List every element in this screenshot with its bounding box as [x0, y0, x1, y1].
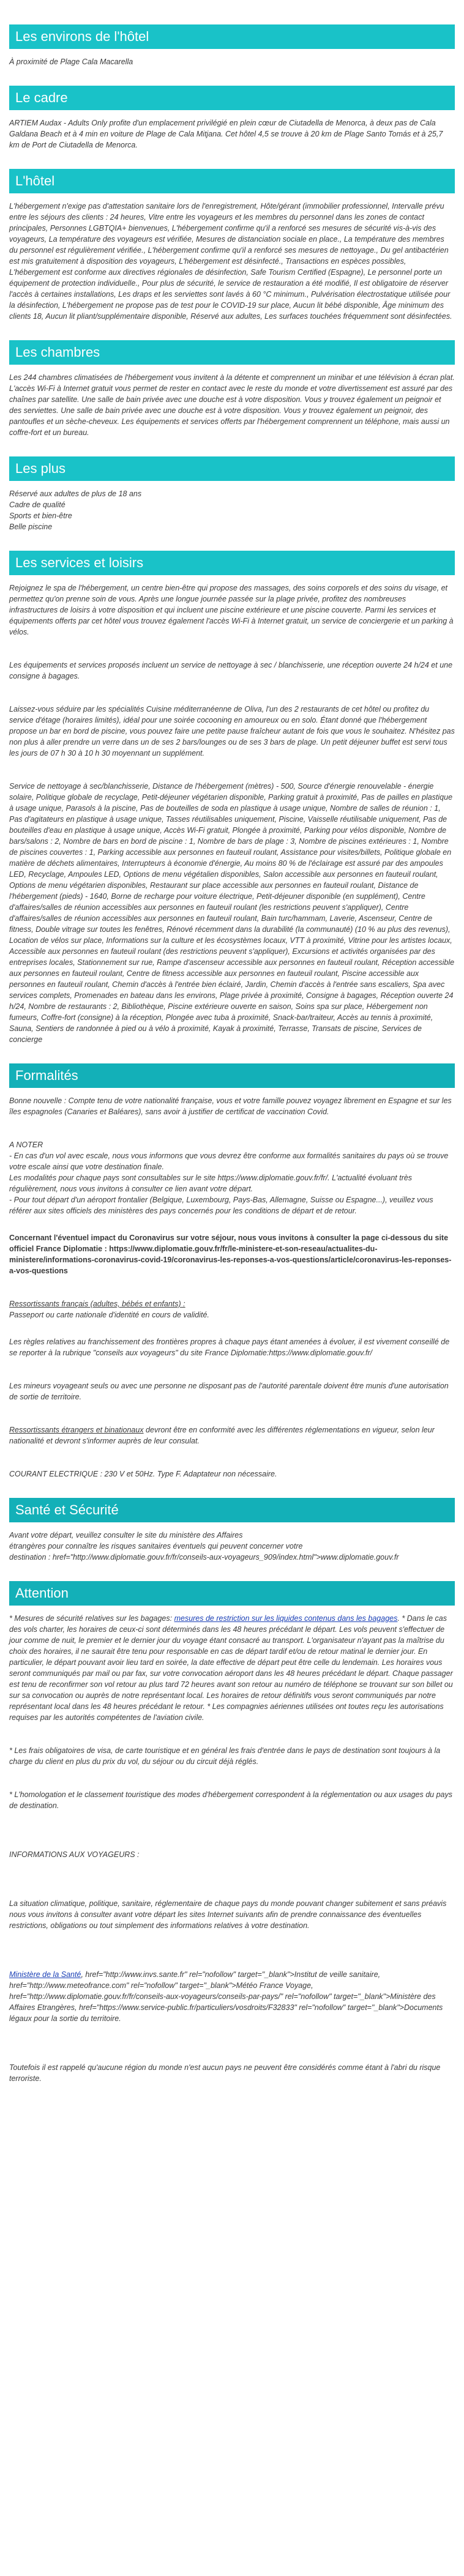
note-line: - En cas d'un vol avec escale, nous vous informons que vous devrez être conforme aux formalités sanitaires du pays où se trouve votre escale ainsi que votre destination finale. — [9, 1152, 449, 1171]
section-services — [9, 551, 455, 1045]
section-text: ARTIEM Audax - Adults Only profite d'un emplacement privilégié en plein cœur de Ciutadella de Menorca, à deux pas de Cala Galdana Beach et à 4 min en voiture de Plage de Cala Mitjana. Cet hôtel 4,5 se trouve à 20 km de Plage Santo Tomás et à 25,7 km de Port de Ciutadella de Menorca. — [9, 119, 443, 149]
text: . * Dans le cas des vols charter, les horaires de ceux-ci sont déterminés dans les 48 heures précédant le départ. Les vols peuvent s'effectuer de jour comme de nuit, le premier et le dernier jour du voyage étant consacré au transport. L'organisateur n'ayant pas la maîtrise du choix des horaires, il ne saurait être tenu pour responsable en cas de départ tardif et/ou de retour matinal le dernier jour. En particulier, le départ pouvant avoir lieu tard en soirée, la date effective de départ peut être celle du lendemain. Les horaires vous seront communiqués par mail ou par fax, sur votre convocation aéroport dans les 48 heures précédant le départ. Chaque passager est tenu de reconfirmer son vol retour au plus tard 72 heures avant son retour au numéro de téléphone se trouvant sur son billet ou sur sa convocation ou auprès de notre représentant local. Les horaires de retour définitifs vous seront communiqués par notre représentant local dans les 48 heures précédant le retour. * Les compagnies aériennes utilisées ont toutes reçu les autorisations requises par les autorités compétentes de l'aviation civile. — [9, 1614, 453, 1722]
liquids-restriction-link[interactable]: mesures de restriction sur les liquides contenus dans les bagages — [174, 1614, 398, 1623]
list-item: Belle piscine — [9, 523, 53, 531]
paragraph: Laissez-vous séduire par les spécialités Cuisine méditerranéenne de Oliva, l'un des 2 restaurants de cet hôtel ou profitez du service d'étage (horaires limités), idéal pour une soirée cocooning en amoureux ou en solo. Étant donné que l'hébergement propose un bar en bord de piscine, vous pouvez faire une petite pause fraîcheur autant de fois que vous le souhaitez. N'hésitez pas non plus à aller prendre un verre dans un de ses 2 bars/lounges ou de ses 3 bars de plage. Un petit déjeuner buffet est servi tous les jours de 07 h 30 à 10 h 30 moyennant un supplément. — [9, 705, 455, 758]
french-nationals — [9, 1298, 455, 1320]
paragraph: Passeport ou carte nationale d'identité en cours de validité. — [9, 1311, 209, 1319]
text: * Mesures de sécurité relatives sur les bagages: — [9, 1614, 174, 1623]
page — [0, 24, 464, 2115]
section-text: L'hébergement n'exige pas d'attestation sanitaire lors de l'enregistrement, Hôte/gérant (immobilier professionnel, Intervalle prévu entre les séjours des clients : 24 heures, Vitre entre les voyageurs et les membres du personnel dans les zones de contact principales, Personnes LGBTQIA+ bienvenues, L'hébergement confirme qu'il a renforcé ses mesures de sécurité vis-à-vis des voyageurs, La température des voyageurs est vérifiée, Mesures de distanciation sociale en place., La température des membres du personnel est régulièrement vérifiée., L'hébergement confirme qu'il a renforcé ses mesures de nettoyage., Du gel antibactérien est mis gratuitement à disposition des voyageurs, L'hébergement est désinfecté., Transactions en espèces possibles, L'hébergement est conforme aux directives régionales de désinfection, Safe Tourism Certified (Espagne), Le personnel porte un équipement de protection individuelle., Pour plus de sécurité, le service de restauration a été modifié, Il est obligatoire de réserver l'accès à certaines installations, Les draps et les serviettes sont lavés à 60 °C minimum., Pulvérisation électrostatique utilisée pour la désinfection, L'hébergement ne propose pas de test pour le COVID-19 sur place, Aucun lit bébé disponible, Âge minimum des clients 18, Aucun lit pliant/supplémentaire disponible, Réservé aux adultes, Les surfaces touchées fréquemment sont désinfectées. — [9, 202, 452, 321]
note-title: A NOTER — [9, 1141, 43, 1149]
paragraph — [9, 1613, 455, 1723]
plus-list — [9, 488, 455, 532]
section-title: L'hôtel — [9, 169, 455, 193]
section-title: Les plus — [9, 456, 455, 481]
info-title: INFORMATIONS AUX VOYAGEURS : — [9, 1850, 140, 1859]
section-title: Formalités — [9, 1063, 455, 1088]
paragraph: devront être en conformité avec les différentes réglementations en vigueur, selon leur nationalité et devront s'informer auprès de leur consulat. — [9, 1426, 435, 1445]
paragraph: Rejoignez le spa de l'hébergement, un centre bien-être qui propose des massages, des soins corporels et des soins du visage, et permettez qu'on prenne soin de vous. Après une longue journée passée sur la plage privée, profitez des nombreuses infrastructures de loisirs à votre disposition et qui incluent une piscine extérieure et une piscine couverte. Parmi les services et équipements offerts par cet hôtel vous trouvez également l'accès Wi-Fi à Internet gratuit, un service de conciergerie et un parking à vélos. — [9, 584, 454, 636]
section-title: Les services et loisirs — [9, 551, 455, 575]
note-block — [9, 1139, 455, 1216]
power-info: COURANT ELECTRIQUE : 230 V et 50Hz. Type F. Adaptateur non nécessaire. — [9, 1470, 277, 1478]
note-line: - Pour tout départ d'un aéroport frontalier (Belgique, Luxembourg, Pays-Bas, Allemagne, Suisse ou Espagne...), veuillez vous référer aux sites officiels des ministères des pays concernés pour les conditions de départ et de retour. — [9, 1196, 433, 1215]
text: , href="http://www.invs.sante.fr" rel="nofollow" target="_blank">Institut de veille sanitaire, href="http://www.meteofrance.com" rel="nofollow" target="_blank">Météo France Voyage, href="http://www.diplomatie.gouv.fr/fr/conseils-aux-voyageurs/conseils-par-pays/" rel="nofollow" target="_blank">Ministère des Affaires Etrangères, href="https://www.service-public.fr/particuliers/vosdroits/F32833" rel="nofollow" target="_blank">Documents légaux pour la sortie du territoire. — [9, 1970, 443, 2023]
paragraph: Bonne nouvelle : Compte tenu de votre nationalité française, vous et votre famille pouvez voyagez librement en Espagne et sur les îles espagnoles (Canaries et Baléares), sans avoir à justifier de certificat de vaccination Covid. — [9, 1096, 452, 1116]
line: Avant votre départ, veuillez consulter le site du ministère des Affaires — [9, 1531, 243, 1539]
subheading: Ressortissants étrangers et binationaux — [9, 1426, 144, 1434]
section-plus — [9, 456, 455, 532]
foreign-nationals — [9, 1424, 455, 1446]
paragraph: * Les frais obligatoires de visa, de carte touristique et en général les frais d'entrée dans le pays de destination sont toujours à la charge du client en plus du prix du vol, du séjour ou du circuit déjà réglés. — [9, 1746, 441, 1766]
section-environs — [9, 24, 455, 67]
section-text: Les 244 chambres climatisées de l'hébergement vous invitent à la détente et comprennent un minibar et une télévision à écran plat. L'accès Wi-Fi à Internet gratuit vous permet de rester en contact avec le reste du monde et votre divertissement est assuré par des chaînes par satellite. Une salle de bain privée avec une douche est à votre disposition. Vous y trouvez également un peignoir et des serviettes. Une salle de bain privée avec une douche est à votre disposition. Vous y trouvez également un peignoir, des pantoufles et un sèche-cheveux. Les équipements et services offerts par l'hébergement comprennent un téléphone, mais aussi un coffre-fort et un bureau. — [9, 373, 455, 437]
paragraph: Les équipements et services proposés incluent un service de nettoyage à sec / blanchisserie, une réception ouverte 24 h/24 et une consigne à bagages. — [9, 661, 453, 680]
paragraph: Toutefois il est rappelé qu'aucune région du monde n'est aucun pays ne peuvent être considérés comme étant à l'abri du risque terroriste. — [9, 2063, 441, 2083]
list-item: Cadre de qualité — [9, 501, 65, 509]
paragraph: Service de nettoyage à sec/blanchisserie, Distance de l'hébergement (mètres) - 500, Source d'énergie renouvelable - énergie solaire, Politique globale de recyclage, Petit-déjeuner végétarien disponible, Parking gratuit à proximité, Pas de pailles en plastique à usage unique, Parasols à la piscine, Pas de bouteilles de soda en plastique à usage unique, Nombre de salles de réunion : 1, Pas d'agitateurs en plastique à usage unique, Tasses réutilisables uniquement, Piscine, Vaisselle réutilisable uniquement, Pas de bouteilles d'eau en plastique à usage unique, Accès Wi-Fi gratuit, Plongée à proximité, Parking pour vélos disponible, Nombre de bars/salons : 2, Nombre de bars en bord de piscine : 1, Nombre de bars de plage : 3, Nombre de piscines extérieures : 1, Nombre de piscines couvertes : 1, Parking accessible aux personnes en fauteuil roulant, Assistance pour visites/billets, Politique globale en matière de déchets alimentaires, Interrupteurs à économie d'énergie, Au moins 80 % de l'éclairage est assuré par des ampoules LED, Recyclage, Ampoules LED, Options de menu végétalien disponibles, Salon accessible aux personnes en fauteuil roulant, Options de menu végétarien disponibles, Restaurant sur place accessible aux personnes en fauteuil roulant, Distance de l'hébergement (pieds) - 1640, Borne de recharge pour voiture électrique, Petit-déjeuner disponible (en supplément), Centre d'affaires/salles de réunion accessibles aux personnes en fauteuil roulant (les restrictions peuvent s'appliquer), Centre d'affaires/salles de réunion accessibles aux personnes en fauteuil roulant, Bain turc/hammam, Laverie, Ascenseur, Centre de fitness, Double vitrage sur toutes les fenêtres, Rénové récemment dans la durabilité (la communauté) (10 % au plus des revenus), Location de vélos sur place, Informations sur la culture et les écosystèmes locaux, VTT à proximité, Vitrine pour les artistes locaux, Accessible aux personnes en fauteuil roulant (des restrictions peuvent s'appliquer), Excursions et activités organisées par des entreprises locales, Stationnement sur rue, Rampe d'ascenseur accessible aux personnes en fauteuil roulant, Réception accessible aux personnes en fauteuil roulant, Centre de fitness accessible aux personnes en fauteuil roulant, Piscine accessible aux personnes en fauteuil roulant, Chemin d'accès à l'entrée bien éclairé, Jardin, Chemin d'accès à l'entrée sans escaliers, Spa avec services complets, Promenades en bateau dans les environs, Plage privée à proximité, Consigne à bagages, Réception ouverte 24 h/24, Nombre de restaurants : 2, Bibliothèque, Piscine extérieure ouverte en saison, Soins spa sur place, Hébergement non fumeurs, Coffre-fort (consigne) à la réception, Plongée avec tuba à proximité, Snack-bar/traiteur, Accès au tennis à proximité, Sauna, Sentiers de randonnée à pied ou à vélo à proximité, Kayak à proximité, Terrasse, Transats de piscine, Services de concierge — [9, 782, 455, 1044]
section-title: Santé et Sécurité — [9, 1498, 455, 1522]
sante-text — [9, 1530, 455, 1563]
note-line: Les modalités pour chaque pays sont consultables sur le site https://www.diplomatie.gouv.fr/fr/. L'actualité évoluant très régulièrement, nous vous invitons à consulter ce lien avant votre départ. — [9, 1174, 413, 1193]
section-text: À proximité de Plage Cala Macarella — [9, 58, 133, 66]
covid-notice: Concernant l'éventuel impact du Coronavirus sur votre séjour, nous vous invitons à consulter la page ci-dessous du site officiel France Diplomatie : https://www.diplomatie.gouv.fr/fr/le-ministere-et-son-reseau/actualites-du-ministere/informations-coronavirus-covid-19/coronavirus-les-reponses-a-vos-questions/article/coronavirus-les-reponses-a-vos-questions — [9, 1234, 452, 1275]
line: étrangères pour connaître les risques sanitaires éventuels qui peuvent concerner votre — [9, 1542, 303, 1550]
section-title: Les chambres — [9, 340, 455, 365]
subheading: Ressortissants français (adultes, bébés et enfants) : — [9, 1300, 185, 1308]
line: destination : href="http://www.diplomatie.gouv.fr/fr/conseils-aux-voyageurs_909/index.html">www.diplomatie.gouv.fr — [9, 1553, 399, 1562]
paragraph: Les mineurs voyageant seuls ou avec une personne ne disposant pas de l'autorité parentale doivent être munis d'une autorisation de sortie de territoire. — [9, 1382, 449, 1401]
sante-ministry-link[interactable]: Ministère de la Santé — [9, 1970, 81, 1979]
section-title: Les environs de l'hôtel — [9, 24, 455, 49]
paragraph: Les règles relatives au franchissement des frontières propres à chaque pays étant amenées à évoluer, il est vivement conseillé de se reporter à la rubrique "conseils aux voyageurs" du site France Diplomatie:https://www.diplomatie.gouv.fr/ — [9, 1338, 450, 1357]
paragraph: * L'homologation et le classement touristique des modes d'hébergement correspondent à la réglementation ou aux usages du pays de destination. — [9, 1790, 452, 1810]
paragraph — [9, 1969, 455, 2024]
paragraph: La situation climatique, politique, sanitaire, réglementaire de chaque pays du monde pouvant changer subitement et sans préavis nous vous invitons à consulter avant votre départ les sites Internet suivants afin de prendre connaissance des éventuelles restrictions, obligations ou tout simplement des informations relatives à votre destination. — [9, 1899, 447, 1930]
list-item: Réservé aux adultes de plus de 18 ans — [9, 490, 142, 498]
list-item: Sports et bien-être — [9, 512, 72, 520]
section-sante — [9, 1498, 455, 1563]
section-attention — [9, 1581, 455, 2084]
section-hotel — [9, 169, 455, 322]
section-chambres — [9, 340, 455, 438]
section-formalites — [9, 1063, 455, 1480]
section-cadre — [9, 86, 455, 151]
section-title: Attention — [9, 1581, 455, 1606]
section-title: Le cadre — [9, 86, 455, 110]
